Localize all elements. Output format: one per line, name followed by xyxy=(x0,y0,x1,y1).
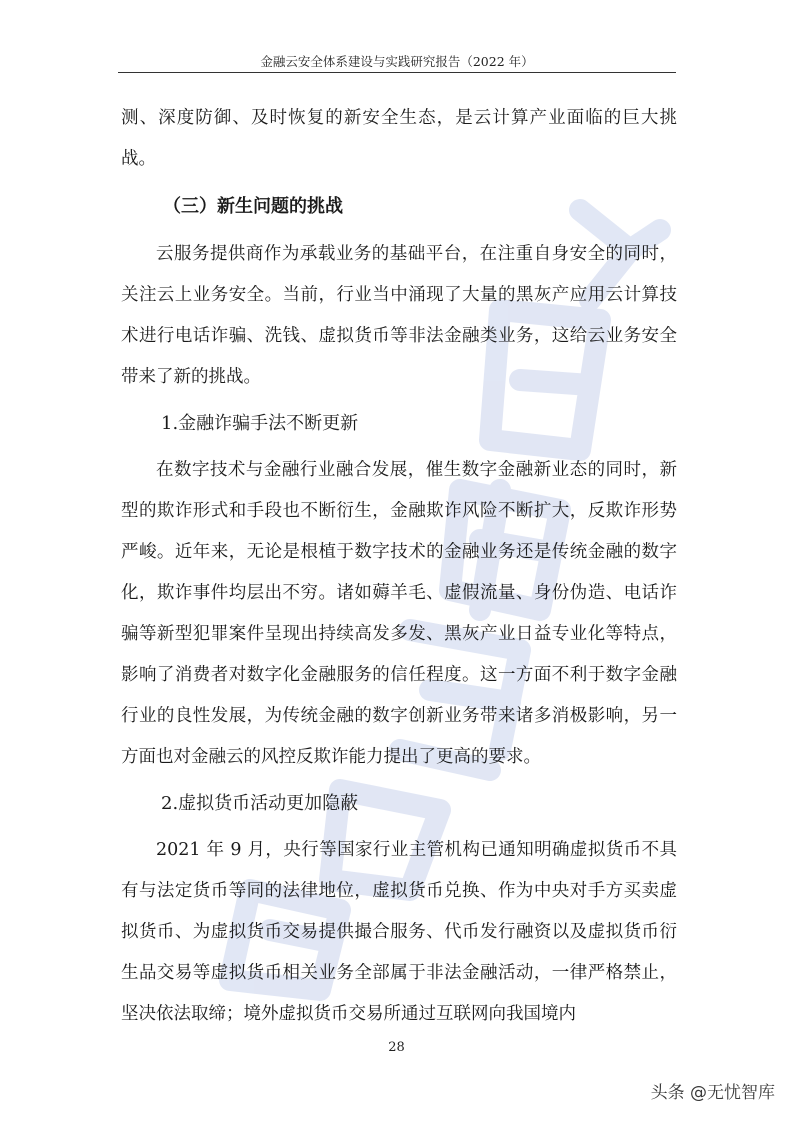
subheading-2: 2.虚拟货币活动更加隐蔽 xyxy=(161,793,359,814)
paragraph-sub-1: 在数字技术与金融行业融合发展，催生数字金融新业态的同时，新型的欺诈形式和手段也不断衍生，金融欺诈风险不断扩大，反欺诈形势严峻。近年来，无论是根植于数字技术的金融业务还是传统金融的数字化，欺诈事件均层出不穷。诸如薅羊毛、虚假流量、身份伪造、电话诈骗等新型犯罪案件呈现出持续高发多发、黑灰产业日益专业化等特点，影响了消费者对数字化金融服务的信任程度。这一方面不利于数字金融行业的良性发展，为传统金融的数字创新业务带来诸多消极影响，另一方面也对金融云的风控反欺诈能力提出了更高的要求。 xyxy=(121,460,677,767)
header-rule xyxy=(118,72,676,73)
paragraph-sub-2: 2021 年 9 月，央行等国家行业主管机构已通知明确虚拟货币不具有与法定货币等同的法律地位，虚拟货币兑换、作为中央对手方买卖虚拟货币、为虚拟货币交易提供撮合服务、代币发行融资以及虚拟货币衍生品交易等虚拟货币相关业务全部属于非法金融活动，一律严格禁止，坚决依法取缔；境外虚拟货币交易所通过互联网向我国境内 xyxy=(121,840,677,1024)
running-header: 金融云安全体系建设与实践研究报告（2022 年） xyxy=(260,54,534,69)
subheading-1: 1.金融诈骗手法不断更新 xyxy=(161,413,359,434)
page-number: 28 xyxy=(388,1040,405,1055)
section-heading: （三）新生问题的挑战 xyxy=(163,196,343,217)
paragraph-intro: 测、深度防御、及时恢复的新安全生态，是云计算产业面临的巨大挑战。 xyxy=(121,108,677,169)
paragraph-section-3: 云服务提供商作为承载业务的基础平台，在注重自身安全的同时，关注云上业务安全。当前，行业当中涌现了大量的黑灰产应用云计算技术进行电话诈骗、洗钱、虚拟货币等非法金融类业务，这给云业务安全带来了新的挑战。 xyxy=(121,244,677,387)
page-body xyxy=(121,98,677,1035)
source-caption: 头条 @无忧智库 xyxy=(650,1083,775,1103)
